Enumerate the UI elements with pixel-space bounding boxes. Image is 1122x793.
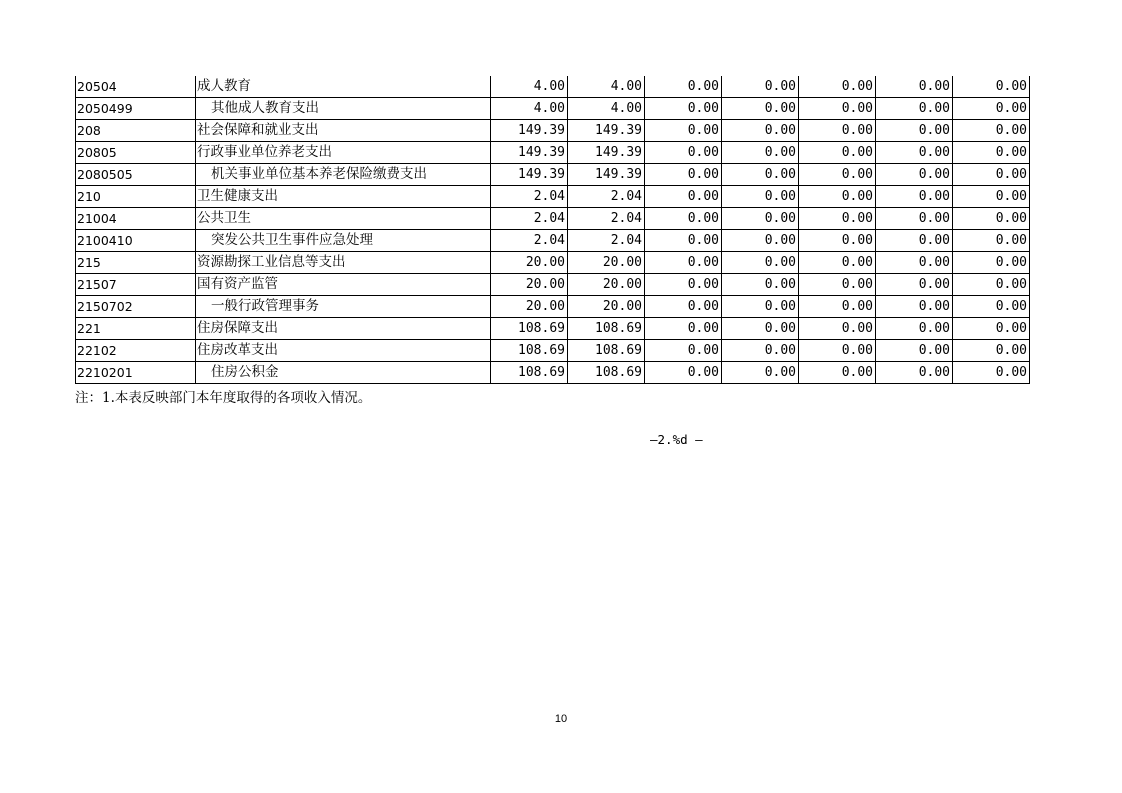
amount-cell: 0.00 (876, 296, 953, 318)
amount-cell: 0.00 (645, 230, 722, 252)
amount-cell: 0.00 (953, 340, 1030, 362)
amount-cell: 0.00 (645, 340, 722, 362)
subject-code-cell: 20805 (76, 142, 196, 164)
subject-code-cell: 20504 (76, 76, 196, 98)
amount-cell: 20.00 (491, 274, 568, 296)
amount-cell: 0.00 (722, 76, 799, 98)
subject-code-cell: 215 (76, 252, 196, 274)
subject-code-cell: 22102 (76, 340, 196, 362)
amount-cell: 0.00 (876, 164, 953, 186)
amount-cell: 149.39 (568, 164, 645, 186)
amount-cell: 4.00 (568, 76, 645, 98)
amount-cell: 0.00 (876, 120, 953, 142)
amount-cell: 0.00 (722, 340, 799, 362)
subject-code-cell: 21507 (76, 274, 196, 296)
subject-name-cell: 社会保障和就业支出 (196, 120, 491, 142)
amount-cell: 0.00 (799, 340, 876, 362)
subject-name-cell: 行政事业单位养老支出 (196, 142, 491, 164)
amount-cell: 0.00 (722, 120, 799, 142)
amount-cell: 0.00 (953, 142, 1030, 164)
amount-cell: 108.69 (568, 340, 645, 362)
subject-name-cell: 住房保障支出 (196, 318, 491, 340)
amount-cell: 149.39 (491, 164, 568, 186)
amount-cell: 149.39 (568, 142, 645, 164)
amount-cell: 108.69 (568, 318, 645, 340)
subject-code-cell: 208 (76, 120, 196, 142)
amount-cell: 0.00 (799, 76, 876, 98)
subject-code-cell: 21004 (76, 208, 196, 230)
amount-cell: 0.00 (953, 362, 1030, 384)
amount-cell: 0.00 (722, 362, 799, 384)
table-row (76, 274, 1030, 296)
amount-cell: 0.00 (645, 164, 722, 186)
amount-cell: 0.00 (953, 274, 1030, 296)
amount-cell: 0.00 (722, 318, 799, 340)
amount-cell: 0.00 (799, 318, 876, 340)
amount-cell: 0.00 (799, 252, 876, 274)
table-row (76, 340, 1030, 362)
subject-code-cell: 2150702 (76, 296, 196, 318)
amount-cell: 2.04 (491, 208, 568, 230)
amount-cell: 0.00 (645, 98, 722, 120)
amount-cell: 0.00 (799, 362, 876, 384)
subject-name-cell: 成人教育 (196, 76, 491, 98)
amount-cell: 0.00 (722, 252, 799, 274)
amount-cell: 0.00 (722, 164, 799, 186)
amount-cell: 0.00 (722, 274, 799, 296)
page-number: 10 (554, 713, 568, 725)
subject-name-cell: 机关事业单位基本养老保险缴费支出 (196, 164, 491, 186)
table-row (76, 120, 1030, 142)
amount-cell: 0.00 (953, 76, 1030, 98)
table-row (76, 98, 1030, 120)
amount-cell: 108.69 (491, 362, 568, 384)
amount-cell: 0.00 (953, 230, 1030, 252)
amount-cell: 0.00 (799, 164, 876, 186)
table-note: 注：1.本表反映部门本年度取得的各项收入情况。 (75, 390, 372, 406)
budget-table (75, 76, 1030, 384)
amount-cell: 0.00 (722, 230, 799, 252)
amount-cell: 0.00 (876, 340, 953, 362)
subject-code-cell: 2100410 (76, 230, 196, 252)
table-row (76, 186, 1030, 208)
amount-cell: 0.00 (876, 318, 953, 340)
subject-name-cell: 突发公共卫生事件应急处理 (196, 230, 491, 252)
amount-cell: 0.00 (645, 296, 722, 318)
amount-cell: 0.00 (799, 296, 876, 318)
subject-code-cell: 2050499 (76, 98, 196, 120)
amount-cell: 0.00 (799, 120, 876, 142)
table-row (76, 252, 1030, 274)
amount-cell: 0.00 (876, 362, 953, 384)
amount-cell: 0.00 (722, 142, 799, 164)
amount-cell: 0.00 (645, 76, 722, 98)
table-row (76, 296, 1030, 318)
subject-name-cell: 住房公积金 (196, 362, 491, 384)
table-row (76, 76, 1030, 98)
amount-cell: 0.00 (799, 230, 876, 252)
table-row (76, 142, 1030, 164)
subject-name-cell: 住房改革支出 (196, 340, 491, 362)
amount-cell: 0.00 (722, 208, 799, 230)
amount-cell: 20.00 (491, 296, 568, 318)
amount-cell: 0.00 (799, 142, 876, 164)
subject-name-cell: 其他成人教育支出 (196, 98, 491, 120)
amount-cell: 0.00 (799, 208, 876, 230)
amount-cell: 4.00 (491, 98, 568, 120)
subject-name-cell: 一般行政管理事务 (196, 296, 491, 318)
amount-cell: 0.00 (722, 186, 799, 208)
amount-cell: 108.69 (491, 318, 568, 340)
amount-cell: 2.04 (568, 208, 645, 230)
table-row (76, 230, 1030, 252)
subject-code-cell: 2080505 (76, 164, 196, 186)
amount-cell: 0.00 (953, 252, 1030, 274)
subject-name-cell: 国有资产监管 (196, 274, 491, 296)
table-row (76, 164, 1030, 186)
amount-cell: 0.00 (953, 186, 1030, 208)
amount-cell: 20.00 (568, 252, 645, 274)
subject-name-cell: 卫生健康支出 (196, 186, 491, 208)
amount-cell: 108.69 (491, 340, 568, 362)
amount-cell: 0.00 (876, 142, 953, 164)
amount-cell: 0.00 (876, 76, 953, 98)
amount-cell: 149.39 (491, 120, 568, 142)
subject-name-cell: 资源勘探工业信息等支出 (196, 252, 491, 274)
amount-cell: 2.04 (491, 230, 568, 252)
amount-cell: 2.04 (568, 186, 645, 208)
amount-cell: 0.00 (953, 164, 1030, 186)
amount-cell: 0.00 (799, 98, 876, 120)
amount-cell: 0.00 (953, 98, 1030, 120)
amount-cell: 20.00 (568, 274, 645, 296)
amount-cell: 0.00 (876, 230, 953, 252)
amount-cell: 4.00 (491, 76, 568, 98)
amount-cell: 108.69 (568, 362, 645, 384)
amount-cell: 0.00 (722, 98, 799, 120)
amount-cell: 20.00 (491, 252, 568, 274)
table-row (76, 318, 1030, 340)
amount-cell: 0.00 (876, 208, 953, 230)
amount-cell: 2.04 (568, 230, 645, 252)
amount-cell: 0.00 (645, 186, 722, 208)
subject-name-cell: 公共卫生 (196, 208, 491, 230)
amount-cell: 149.39 (568, 120, 645, 142)
amount-cell: 0.00 (645, 208, 722, 230)
amount-cell: 0.00 (645, 252, 722, 274)
amount-cell: 0.00 (799, 274, 876, 296)
amount-cell: 0.00 (722, 296, 799, 318)
amount-cell: 0.00 (953, 208, 1030, 230)
page-marker: —2.%d — (650, 432, 703, 447)
amount-cell: 4.00 (568, 98, 645, 120)
subject-code-cell: 221 (76, 318, 196, 340)
subject-code-cell: 210 (76, 186, 196, 208)
amount-cell: 0.00 (645, 318, 722, 340)
amount-cell: 20.00 (568, 296, 645, 318)
table-row (76, 362, 1030, 384)
amount-cell: 0.00 (645, 274, 722, 296)
amount-cell: 0.00 (799, 186, 876, 208)
subject-code-cell: 2210201 (76, 362, 196, 384)
amount-cell: 0.00 (645, 362, 722, 384)
amount-cell: 0.00 (953, 318, 1030, 340)
amount-cell: 0.00 (953, 296, 1030, 318)
amount-cell: 0.00 (645, 142, 722, 164)
amount-cell: 0.00 (876, 98, 953, 120)
amount-cell: 0.00 (876, 252, 953, 274)
amount-cell: 0.00 (953, 120, 1030, 142)
table-row (76, 208, 1030, 230)
amount-cell: 0.00 (876, 274, 953, 296)
amount-cell: 0.00 (645, 120, 722, 142)
amount-cell: 2.04 (491, 186, 568, 208)
amount-cell: 0.00 (876, 186, 953, 208)
amount-cell: 149.39 (491, 142, 568, 164)
